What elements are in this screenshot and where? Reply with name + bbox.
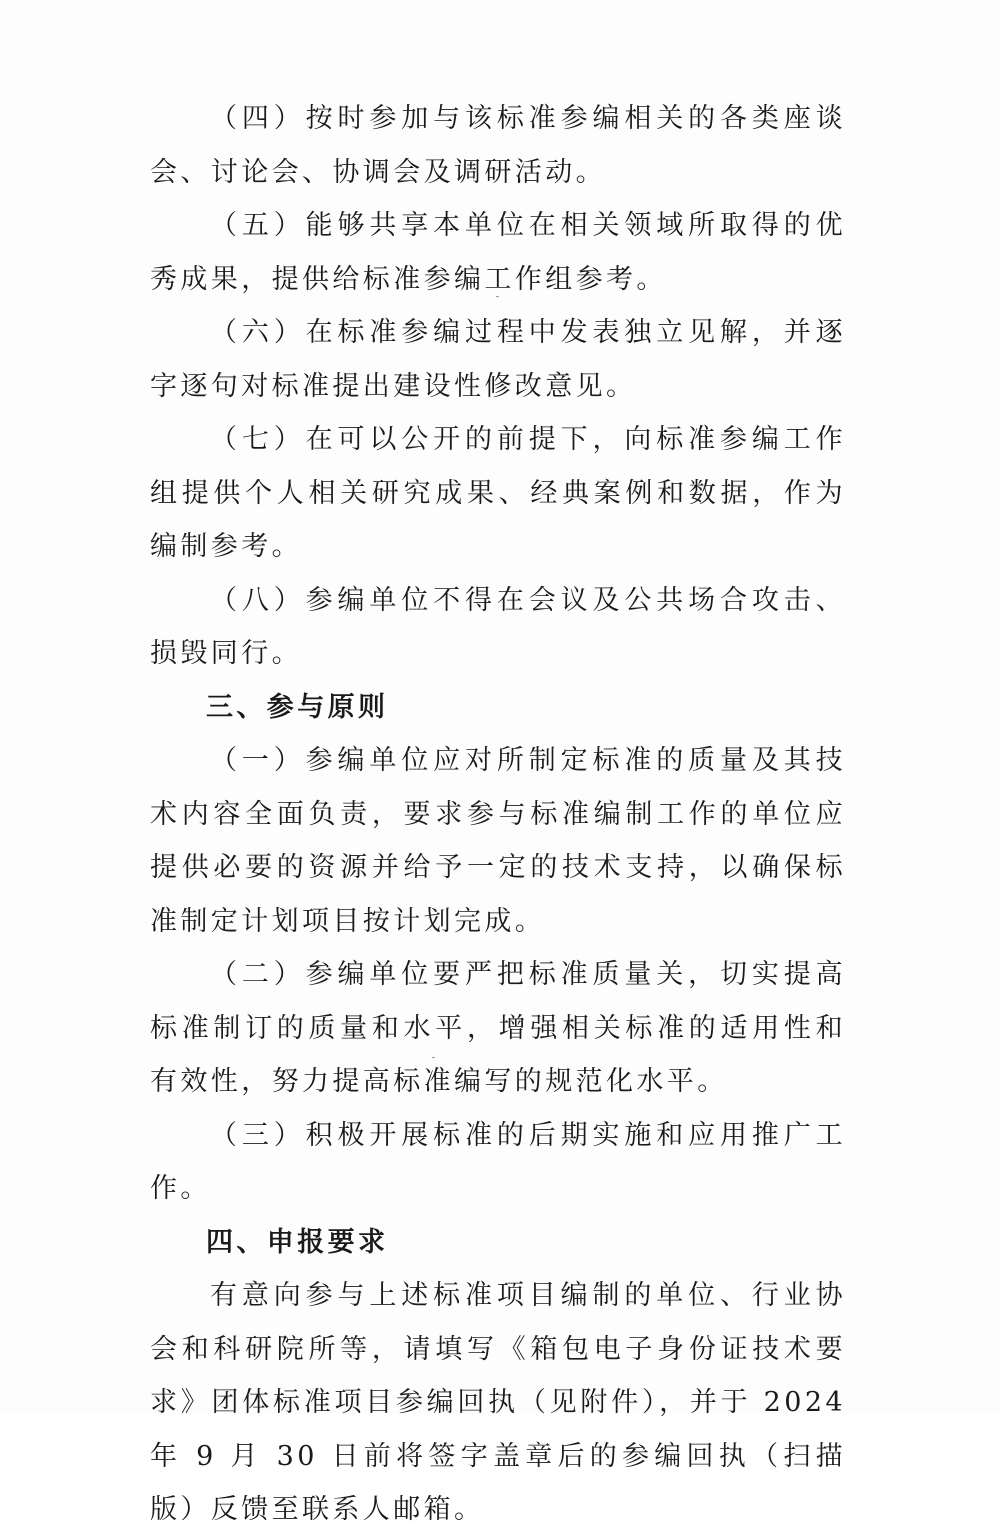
paragraph-item-4: （四）按时参加与该标准参编相关的各类座谈会、讨论会、协调会及调研活动。 [150,103,846,188]
paragraph-item-8: （八）参编单位不得在会议及公共场合攻击、损毁同行。 [150,584,846,669]
scan-speck [432,1057,435,1058]
paragraph-principle-1: （一）参编单位应对所制定标准的质量及其技术内容全面负责，要求参与标准编制工作的单位应提供必要的资源并给予一定的技术支持，以确保标准制定计划项目按计划完成。 [150,745,846,937]
document-body [150,92,846,1537]
scan-speck [496,296,499,297]
paragraph-item-7: （七）在可以公开的前提下，向标准参编工作组提供个人相关研究成果、经典案例和数据，作为编制参考。 [150,424,846,562]
paragraph-item-6: （六）在标准参编过程中发表独立见解，并逐字逐句对标准提出建设性修改意见。 [150,317,846,402]
paragraph-principle-3: （三）积极开展标准的后期实施和应用推广工作。 [150,1119,846,1204]
paragraph-item-5: （五）能够共享本单位在相关领域所取得的优秀成果，提供给标准参编工作组参考。 [150,210,846,295]
section-heading-application-requirements: 四、申报要求 [206,1226,389,1258]
section-heading-participation-principles: 三、参与原则 [206,691,389,723]
paragraph-principle-2: （二）参编单位要严把标准质量关，切实提高标准制订的质量和水平，增强相关标准的适用性和有效性，努力提高标准编写的规范化水平。 [150,959,846,1097]
paragraph-requirement-1: 有意向参与上述标准项目编制的单位、行业协会和科研院所等，请填写《箱包电子身份证技术要求》团体标准项目参编回执（见附件），并于 2024 年 9 月 30 日前将签字盖章后的参编回执（扫描版）反馈至联系人邮箱。 [150,1280,846,1525]
